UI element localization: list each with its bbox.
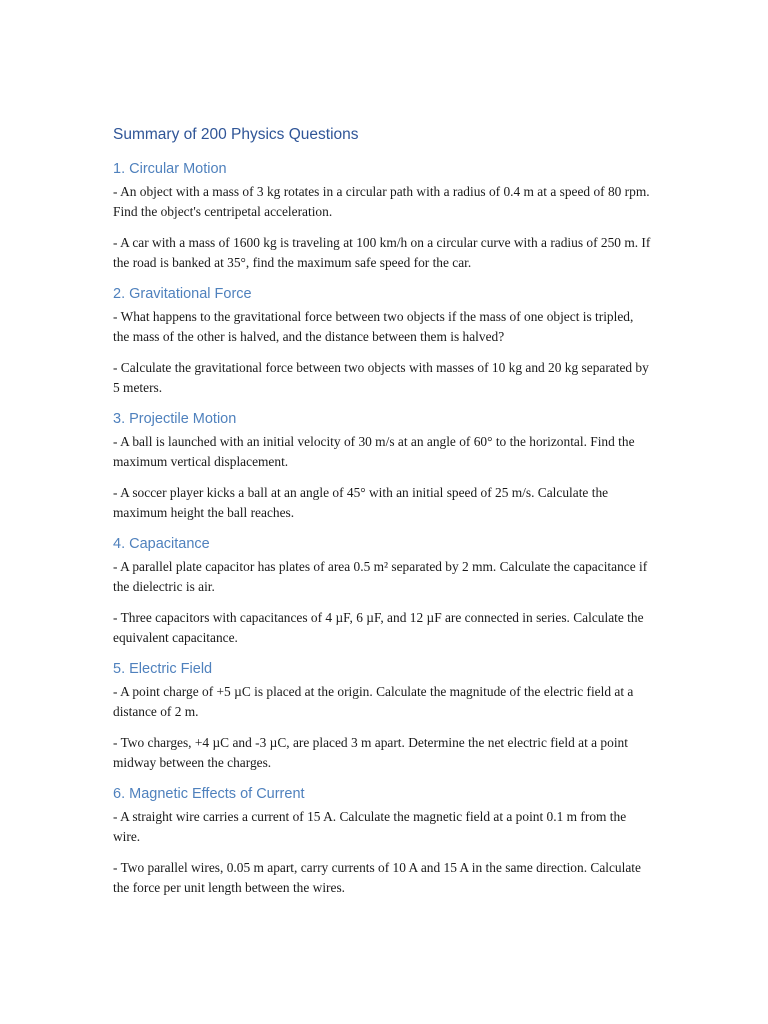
document-title: Summary of 200 Physics Questions (113, 126, 359, 143)
question-text: - Calculate the gravitational force between two objects with masses of 10 kg and 20 kg separated by 5 meters. (113, 360, 649, 395)
question-text: - A straight wire carries a current of 15 A. Calculate the magnetic field at a point 0.1 m from the wire. (113, 809, 627, 844)
section-heading: 2. Gravitational Force (113, 286, 252, 302)
section-heading: 5. Electric Field (113, 661, 213, 677)
question-text: - A point charge of +5 µC is placed at the origin. Calculate the magnitude of the electric field at a distance of 2 m. (113, 684, 634, 719)
section-heading: 3. Projectile Motion (113, 411, 237, 427)
question-text: - What happens to the gravitational force between two objects if the mass of one object is tripled, the mass of the other is halved, and the distance between them is halved? (113, 309, 634, 344)
document-page (113, 124, 653, 909)
section-heading: 1. Circular Motion (113, 161, 227, 177)
section-capacitance (113, 534, 653, 648)
section-projectile-motion (113, 409, 653, 523)
question-text: - An object with a mass of 3 kg rotates in a circular path with a radius of 0.4 m at a speed of 80 rpm. Find the object's centripetal acceleration. (113, 184, 650, 219)
section-magnetic-effects (113, 784, 653, 898)
question-text: - A parallel plate capacitor has plates of area 0.5 m² separated by 2 mm. Calculate the capacitance if the dielectric is air. (113, 559, 648, 594)
section-circular-motion (113, 159, 653, 273)
question-text: - Two charges, +4 µC and -3 µC, are placed 3 m apart. Determine the net electric field at a point midway between the charges. (113, 735, 628, 770)
question-text: - A soccer player kicks a ball at an angle of 45° with an initial speed of 25 m/s. Calculate the maximum height the ball reaches. (113, 485, 609, 520)
question-text: - A ball is launched with an initial velocity of 30 m/s at an angle of 60° to the horizontal. Find the maximum vertical displacement. (113, 434, 635, 469)
section-gravitational-force (113, 284, 653, 398)
question-text: - Three capacitors with capacitances of 4 µF, 6 µF, and 12 µF are connected in series. Calculate the equivalent capacitance. (113, 610, 644, 645)
question-text: - A car with a mass of 1600 kg is traveling at 100 km/h on a circular curve with a radius of 250 m. If the road is banked at 35°, find the maximum safe speed for the car. (113, 235, 651, 270)
section-heading: 6. Magnetic Effects of Current (113, 786, 305, 802)
section-heading: 4. Capacitance (113, 536, 210, 552)
question-text: - Two parallel wires, 0.05 m apart, carry currents of 10 A and 15 A in the same direction. Calculate the force per unit length between the wires. (113, 860, 641, 895)
section-electric-field (113, 659, 653, 773)
